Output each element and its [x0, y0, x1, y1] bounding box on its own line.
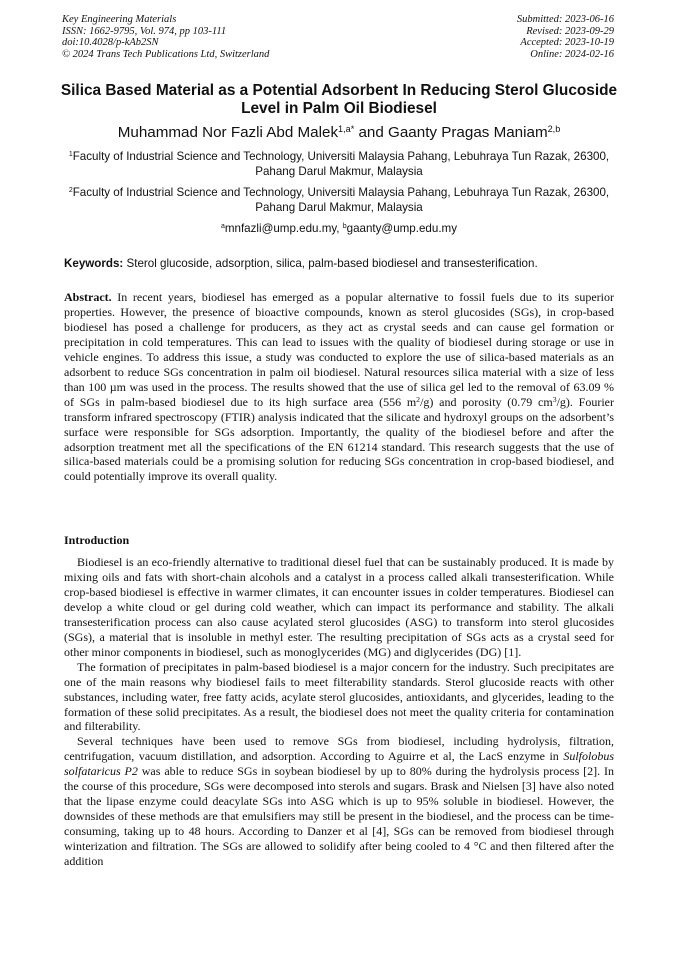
- species-name: Sulfolobus solfataricus P2: [64, 749, 614, 779]
- abstract: [64, 290, 614, 484]
- affiliation-text: Faculty of Industrial Science and Technology, Universiti Malaysia Pahang, Lebuhraya Tun Razak, 26300, Pahang Darul Makmur, Malaysia: [72, 150, 610, 178]
- email-mark: a: [220, 223, 225, 231]
- paragraph: [64, 734, 614, 869]
- affiliation: [58, 186, 620, 215]
- email-mark: b: [342, 223, 347, 231]
- affiliation: [58, 150, 620, 179]
- affiliation-text: Faculty of Industrial Science and Technology, Universiti Malaysia Pahang, Lebuhraya Tun Razak, 26300, Pahang Darul Makmur, Malaysia: [72, 186, 610, 214]
- paragraph-text: was able to reduce SGs in soybean biodiesel by up to 80% during the hydrolysis process [2]. In the course of this procedure, SGs were decomposed into sterols and sugars. Brask and Nielsen [3] have also noted that the lipase enzyme could deacylate SGs into ASG which is up to 95% soluble in biodiesel. However, the downsides of these methods are that emulsifiers may still be present in the biodiesel, and the process can be time-consuming, taking up to 48 hours. According to Danzer et al [4], SGs can be removed from biodiesel through winterization and filtration. The SGs are allowed to solidify after being cooled to 4 °C and then filtered after the addition: [64, 764, 614, 869]
- email-link[interactable]: gaanty@ump.edu.my: [346, 222, 457, 235]
- online-date: Online: 2024-02-16: [530, 48, 614, 60]
- section-heading: Introduction: [64, 533, 130, 547]
- introduction-body: [64, 555, 614, 869]
- copyright: © 2024 Trans Tech Publications Ltd, Switzerland: [62, 48, 270, 60]
- paragraph: The formation of precipitates in palm-based biodiesel is a major concern for the industry. Such precipitates are one of the main reasons why biodiesel fails to meet filterability standards. Sterol glucoside reacts with other substances, including water, free fatty acids, acylate sterol glucosides, antioxidants, and glycerides, leading to the formation of these solid precipitates. As a result, the biodiesel does not meet the quality criteria for contamination and filterability.: [64, 659, 614, 734]
- author-line: [40, 124, 638, 142]
- email-separator: ,: [336, 222, 343, 235]
- paper-title: Silica Based Material as a Potential Adsorbent In Reducing Sterol Glucoside Level in Palm Oil Biodiesel: [60, 82, 618, 117]
- submitted-date: Submitted: 2023-06-16: [516, 14, 614, 25]
- publication-dates: [517, 14, 614, 60]
- paragraph: Biodiesel is an eco-friendly alternative to traditional diesel fuel that can be sustainably produced. It is made by mixing oils and fats with short-chain alcohols and a catalyst in a process called alkali transesterification. While crop-based biodiesel is effective in warmer climates, it can encounter issues in colder temperatures. Biodiesel can develop a white cloud or gel during cold weather, which can impact its performance and stability. The alkali transesterification process can also cause acylated sterol glucosides (ASG) to transform into sterol glucosides (SGs), a material that is insoluble in methyl ester. The resulting precipitation of SGs acts as a crystal seed for other minor components in biodiesel, such as monoglycerides (MG) and diglycerides (DG) [1].: [64, 555, 614, 659]
- journal-info: [62, 14, 269, 60]
- author-emails: [58, 222, 620, 236]
- author-affil-mark: 2,b: [547, 123, 561, 134]
- abstract-text: /g) and porosity (0.79 cm: [420, 394, 553, 409]
- superscript: 3: [552, 394, 557, 404]
- author-name: Muhammad Nor Fazli Abd Malek: [117, 124, 339, 141]
- affiliation-number: 1: [68, 151, 73, 159]
- revised-date: Revised: 2023-09-29: [526, 25, 614, 37]
- abstract-text: In recent years, biodiesel has emerged as a popular alternative to fossil fuels due to its superior properties. However, the presence of bioactive compounds, known as sterol glucosides (SGs), in crop-based biodiesel has posed a challenge for producers, as they act as crystal seeds and can cause gel formation or precipitation in cold temperatures. This can lead to issues with the quality of biodiesel during storage or use in vehicle engines. To address this issue, a study was conducted to explore the use of silica-based materials as an adsorbent to reduce SGs concentration in palm oil biodiesel. Natural resources silica material with a size of less than 100 µm was used in the process. The results showed that the use of silica gel led to the removal of 63.09 % of SGs in palm-based biodiesel due to its high surface area (556 m: [64, 290, 614, 409]
- email-link[interactable]: mnfazli@ump.edu.my: [224, 222, 337, 235]
- keywords-text: Sterol glucoside, adsorption, silica, palm-based biodiesel and transesterification.: [123, 257, 538, 270]
- superscript: 2: [416, 394, 421, 404]
- affiliation-number: 2: [68, 187, 73, 195]
- journal-name: Key Engineering Materials: [62, 14, 177, 25]
- accepted-date: Accepted: 2023-10-19: [520, 37, 614, 49]
- keywords: [64, 257, 620, 271]
- author-affil-mark: 1,a*: [338, 123, 355, 134]
- abstract-text: /g). Fourier transform infrared spectroscopy (FTIR) analysis indicated that the silicate and hydroxyl groups on the adsorbent’s surface were responsible for SGs adsorption. Importantly, the quality of the biodiesel before and after the adsorption treatment met all the specifications of the EN 61214 standard. This research suggests that the use of silica-based materials could be a promising solution for reducing SGs concentration in crop-based biodiesel, and could potentially improve its overall quality.: [64, 394, 614, 484]
- issn-line: ISSN: 1662-9795, Vol. 974, pp 103-111: [62, 25, 227, 37]
- doi: doi:10.4028/p-kAb2SN: [62, 37, 159, 49]
- keywords-label: Keywords:: [64, 257, 124, 270]
- abstract-label: Abstract.: [64, 290, 112, 304]
- paragraph-text: Several techniques have been used to remove SGs from biodiesel, including hydrolysis, filtration, centrifugation, vacuum distillation, and adsorption. According to Aguirre et al, the LacS enzyme in: [64, 734, 614, 764]
- author-joiner: and: [354, 124, 389, 141]
- author-name: Gaanty Pragas Maniam: [388, 124, 548, 141]
